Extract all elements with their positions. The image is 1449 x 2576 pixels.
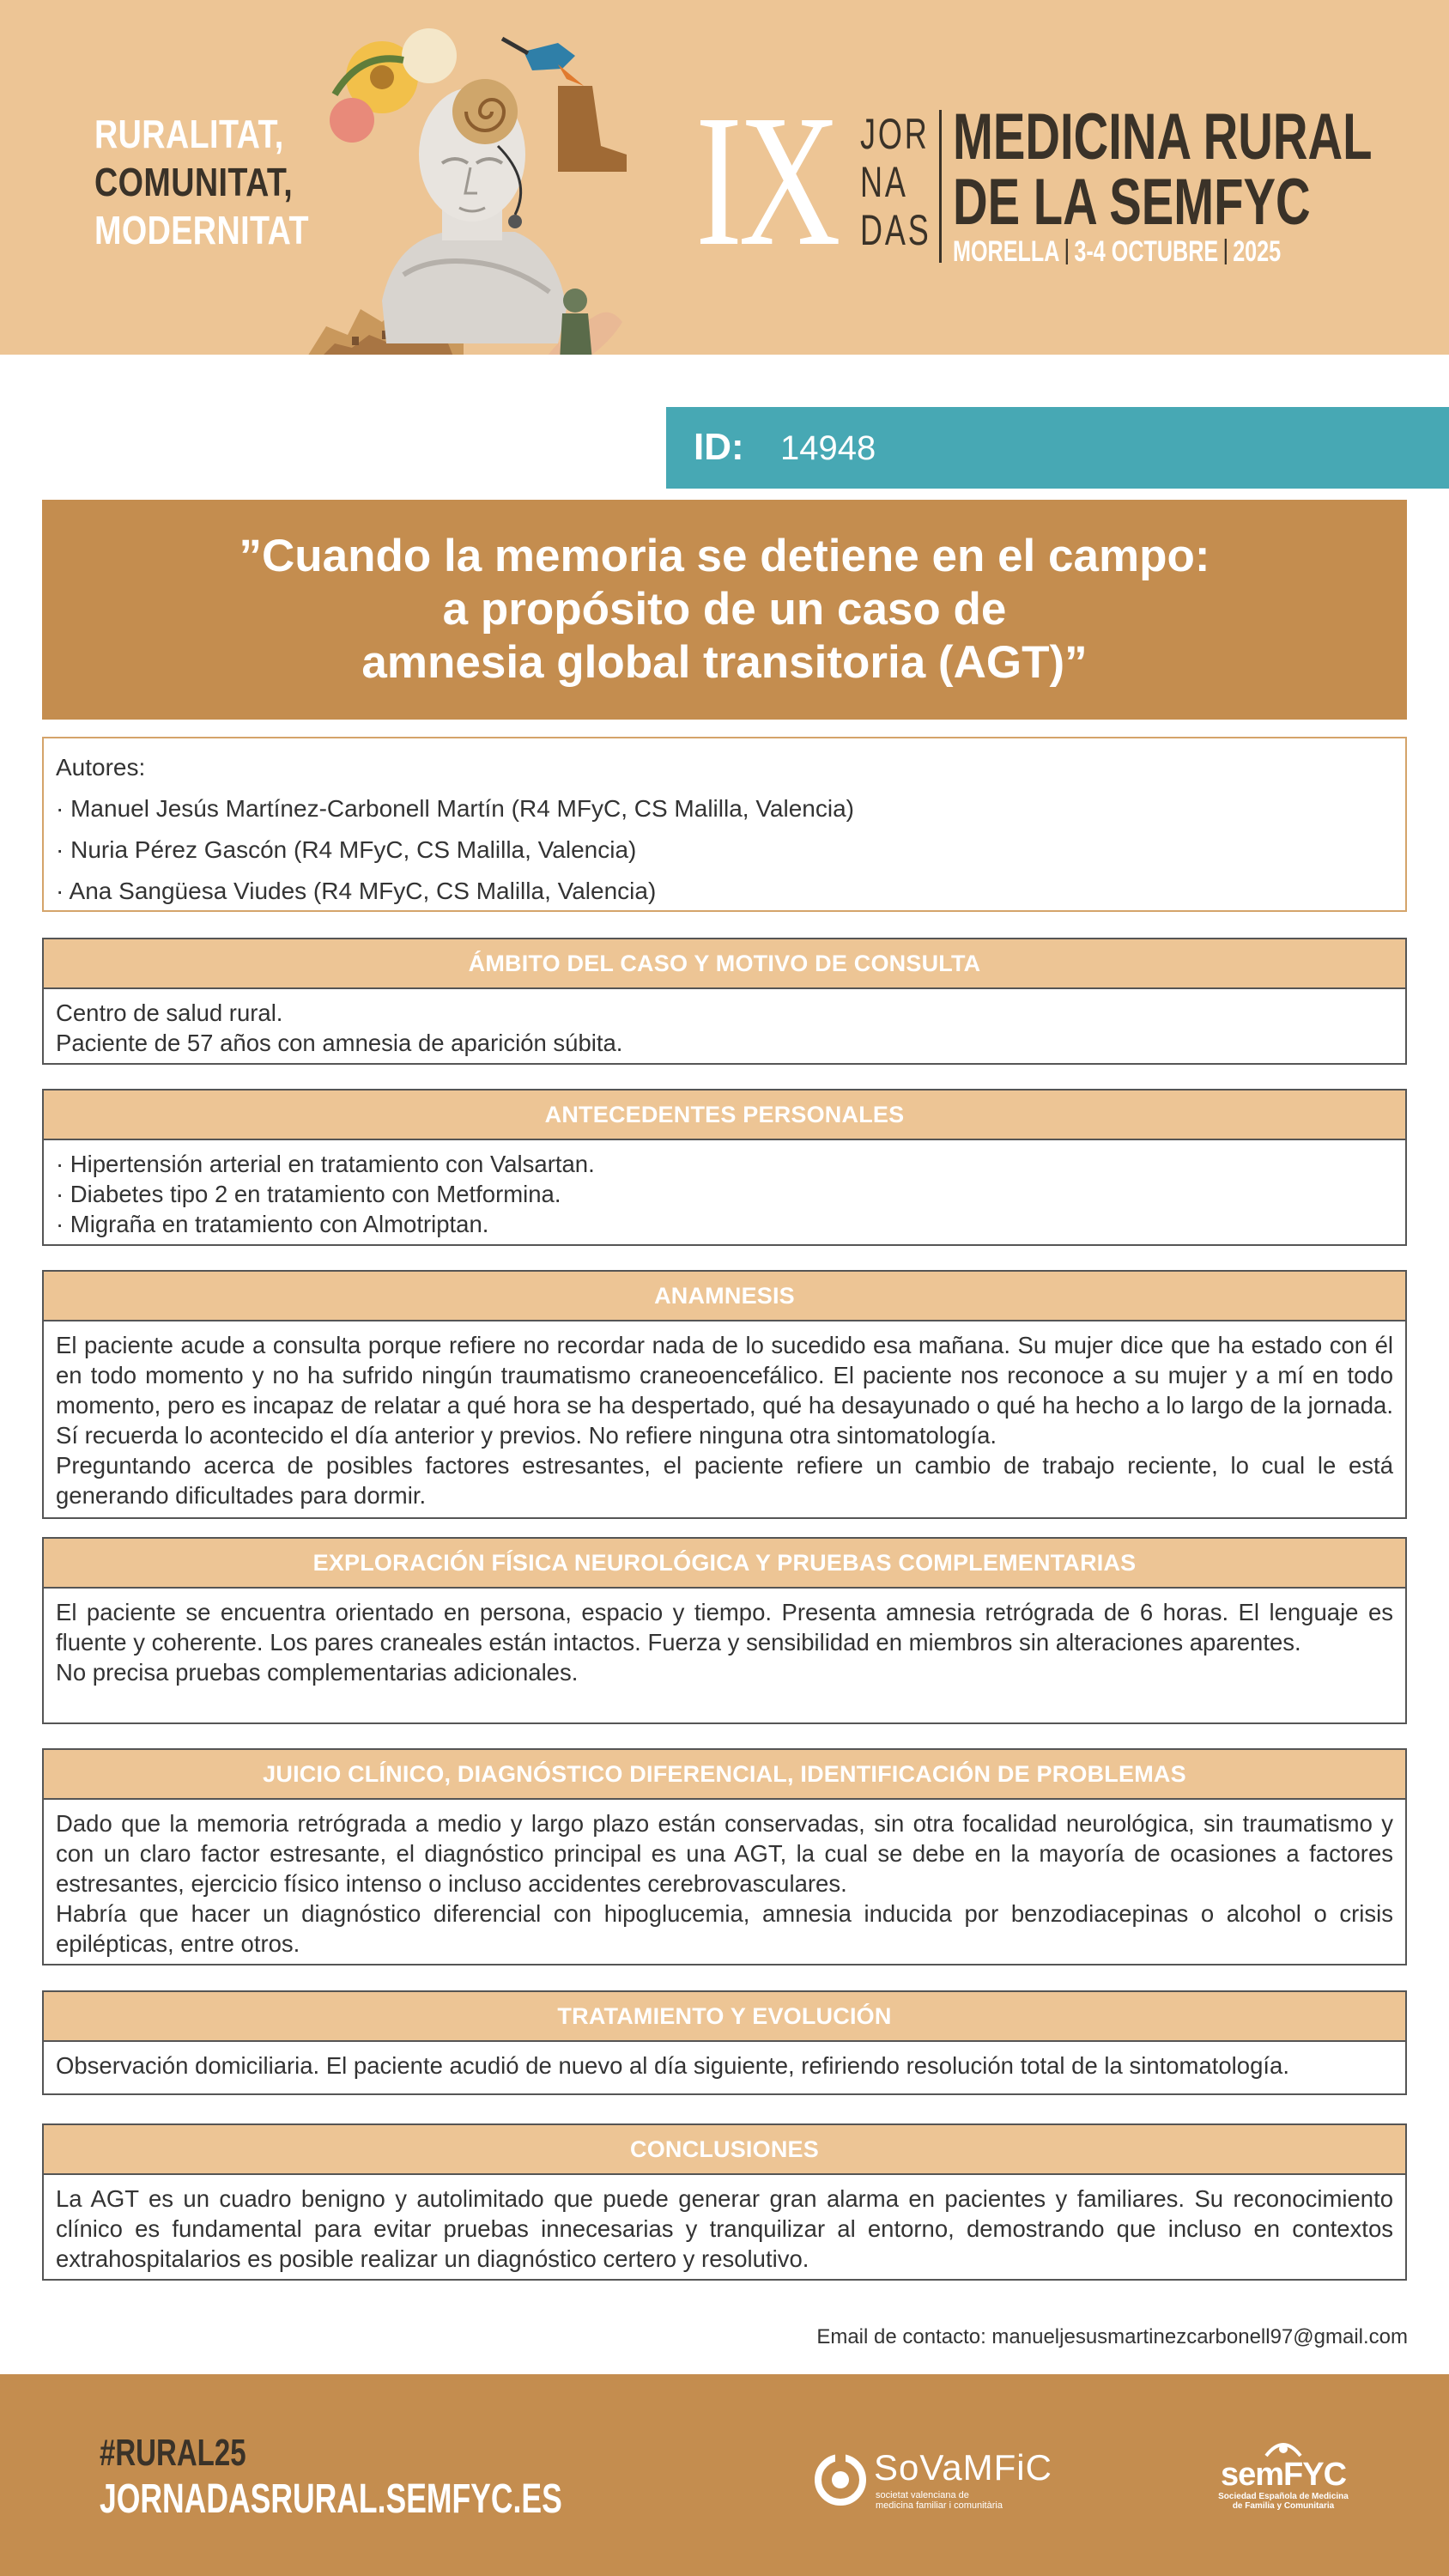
section-ambito [42, 938, 1407, 1065]
footer-hashtag: #RURAL25 [100, 2432, 246, 2474]
title-line-2: a propósito de un caso de [442, 584, 1007, 635]
section-heading: ANAMNESIS [44, 1272, 1405, 1321]
section-paragraph: Observación domiciliaria. El paciente acudió de nuevo al día siguiente, refiriendo resolución total de la sintomatología. [56, 2052, 1289, 2079]
section-body [44, 1321, 1405, 1517]
section-body [44, 1589, 1405, 1694]
section-paragraph: Preguntando acerca de posibles factores estresantes, el paciente refiere un cambio de trabajo reciente, lo cual le está generando dificultades para dormir. [56, 1452, 1393, 1509]
section-antecedentes [42, 1089, 1407, 1246]
footer-website[interactable]: JORNADASRURAL.SEMFYC.ES [100, 2476, 562, 2522]
author-item: · Ana Sangüesa Viudes (R4 MFyC, CS Malilla, Valencia) [56, 878, 657, 904]
section-body [44, 1800, 1405, 1965]
section-heading: ÁMBITO DEL CASO Y MOTIVO DE CONSULTA [44, 939, 1405, 989]
authors-label: Autores: [56, 754, 146, 781]
sovamfic-tagline-line-1: societat valenciana de [876, 2490, 969, 2500]
id-bar [666, 407, 1449, 489]
section-paragraph: Paciente de 57 años con amnesia de aparición súbita. [56, 1030, 623, 1056]
id-label: ID: [694, 426, 744, 468]
sovamfic-tagline-line-2: medicina familiar i comunitària [876, 2500, 1003, 2511]
authors-box [42, 737, 1407, 912]
sovamfic-logo [814, 2445, 1052, 2514]
semfyc-tagline [1210, 2492, 1356, 2511]
event-detail-separator [1225, 239, 1227, 264]
id-value: 14948 [780, 429, 876, 467]
sovamfic-name: SoVaMFiC [874, 2447, 1052, 2488]
event-title [953, 100, 1373, 239]
semfyc-logo [1210, 2439, 1356, 2516]
sovamfic-emblem-icon [814, 2447, 867, 2512]
section-paragraph: · Diabetes tipo 2 en tratamiento con Metformina. [56, 1181, 561, 1207]
jornadas-line-1: JOR [860, 110, 930, 158]
section-paragraph: Dado que la memoria retrógrada a medio y largo plazo están conservadas, sin otra focalidad neurológica, sin traumatismo y con un claro factor estresante, el diagnóstico principal es una AGT, la cual se debe en la mayoría de ocasiones a factores estresantes, ejercicio físico intenso o incluso accidentes cerebrovasculares. [56, 1810, 1393, 1897]
jornadas-line-3: DAS [860, 206, 931, 254]
bust-collage-illustration [300, 17, 661, 355]
jornadas-line-2: NA [860, 158, 908, 206]
event-title-line-1: MEDICINA RURAL [953, 100, 1373, 173]
section-paragraph: El paciente acude a consulta porque refiere no recordar nada de lo sucedido esa mañana. Su mujer dice que ha estado con él en todo momento y no ha sufrido ningún traumatismo craneoencefálico. El paciente nos reconoce a su mujer y a mí en todo momento, pero es incapaz de relatar a qué hora se ha despertado, qué ha desayunado o qué ha hecho a lo largo de la jornada. Sí recuerda lo acontecido el día anterior y previos. No refiere ninguna otra sintomatología. [56, 1332, 1393, 1449]
event-detail-separator [1066, 239, 1068, 264]
event-place: MORELLA [953, 235, 1060, 268]
sovamfic-tagline [876, 2490, 1003, 2511]
section-heading: CONCLUSIONES [44, 2125, 1405, 2175]
section-juicio-clinico [42, 1748, 1407, 1965]
edition-numeral: IX [695, 76, 838, 285]
section-body [44, 989, 1405, 1065]
section-body [44, 2175, 1405, 2281]
event-year: 2025 [1233, 235, 1282, 268]
event-details [953, 235, 1281, 269]
jornadas-word [860, 110, 931, 254]
slogan-line-1: RURALITAT, [94, 112, 284, 156]
section-paragraph: · Hipertensión arterial en tratamiento con Valsartan. [56, 1151, 595, 1177]
contact-email: Email de contacto: manueljesusmartinezcarbonell97@gmail.com [816, 2325, 1408, 2348]
title-line-1: ”Cuando la memoria se detiene en el campo: [239, 531, 1210, 581]
section-paragraph: No precisa pruebas complementarias adicionales. [56, 1659, 579, 1686]
section-exploracion [42, 1537, 1407, 1724]
section-paragraph: El paciente se encuentra orientado en persona, espacio y tiempo. Presenta amnesia retrógrada de 6 horas. El lenguaje es fluente y coherente. Los pares craneales están intactos. Fuerza y sensibilidad en miembros sin alteraciones aparentes. [56, 1599, 1393, 1656]
header-banner [0, 0, 1449, 355]
section-paragraph: La AGT es un cuadro benigno y autolimitado que puede generar gran alarma en pacientes y familiares. Su reconocimiento clínico es fundamental para evitar pruebas innecesarias y tranquilizar al entorno, demostrando que incluso en contextos extrahospitalarios es posible realizar un diagnóstico certero y resolutivo. [56, 2185, 1393, 2272]
poster-title-box [42, 500, 1407, 720]
semfyc-tagline-line-2: de Familia y Comunitaria [1232, 2501, 1335, 2511]
semfyc-name: semFYC [1220, 2457, 1347, 2493]
section-heading: TRATAMIENTO Y EVOLUCIÓN [44, 1992, 1405, 2042]
section-paragraph: Centro de salud rural. [56, 999, 283, 1026]
header-divider [939, 110, 942, 263]
semfyc-tagline-line-1: Sociedad Española de Medicina [1218, 2492, 1349, 2501]
title-line-3: amnesia global transitoria (AGT)” [361, 637, 1088, 688]
section-tratamiento [42, 1990, 1407, 2095]
event-dates: 3-4 OCTUBRE [1074, 235, 1219, 268]
section-heading: ANTECEDENTES PERSONALES [44, 1091, 1405, 1140]
slogan [94, 110, 309, 254]
section-body [44, 1140, 1405, 1246]
section-conclusiones [42, 2123, 1407, 2281]
section-body [44, 2042, 1405, 2087]
author-item: · Nuria Pérez Gascón (R4 MFyC, CS Malilla, Valencia) [56, 836, 637, 863]
author-item: · Manuel Jesús Martínez-Carbonell Martín (R4 MFyC, CS Malilla, Valencia) [56, 795, 854, 822]
section-paragraph: Habría que hacer un diagnóstico diferencial con hipoglucemia, amnesia inducida por benzodiacepinas o alcohol o crisis epilépticas, entre otros. [56, 1900, 1393, 1957]
semfyc-emblem-icon [1262, 2439, 1305, 2458]
section-anamnesis [42, 1270, 1407, 1519]
poster-title [239, 530, 1210, 690]
slogan-line-2: COMUNITAT, [94, 160, 294, 204]
section-paragraph: · Migraña en tratamiento con Almotriptan. [56, 1211, 489, 1237]
slogan-line-3: MODERNITAT [94, 208, 309, 252]
section-heading: JUICIO CLÍNICO, DIAGNÓSTICO DIFERENCIAL, IDENTIFICACIÓN DE PROBLEMAS [44, 1750, 1405, 1800]
event-title-line-2: DE LA SEMFYC [953, 166, 1311, 239]
section-heading: EXPLORACIÓN FÍSICA NEUROLÓGICA Y PRUEBAS COMPLEMENTARIAS [44, 1539, 1405, 1589]
